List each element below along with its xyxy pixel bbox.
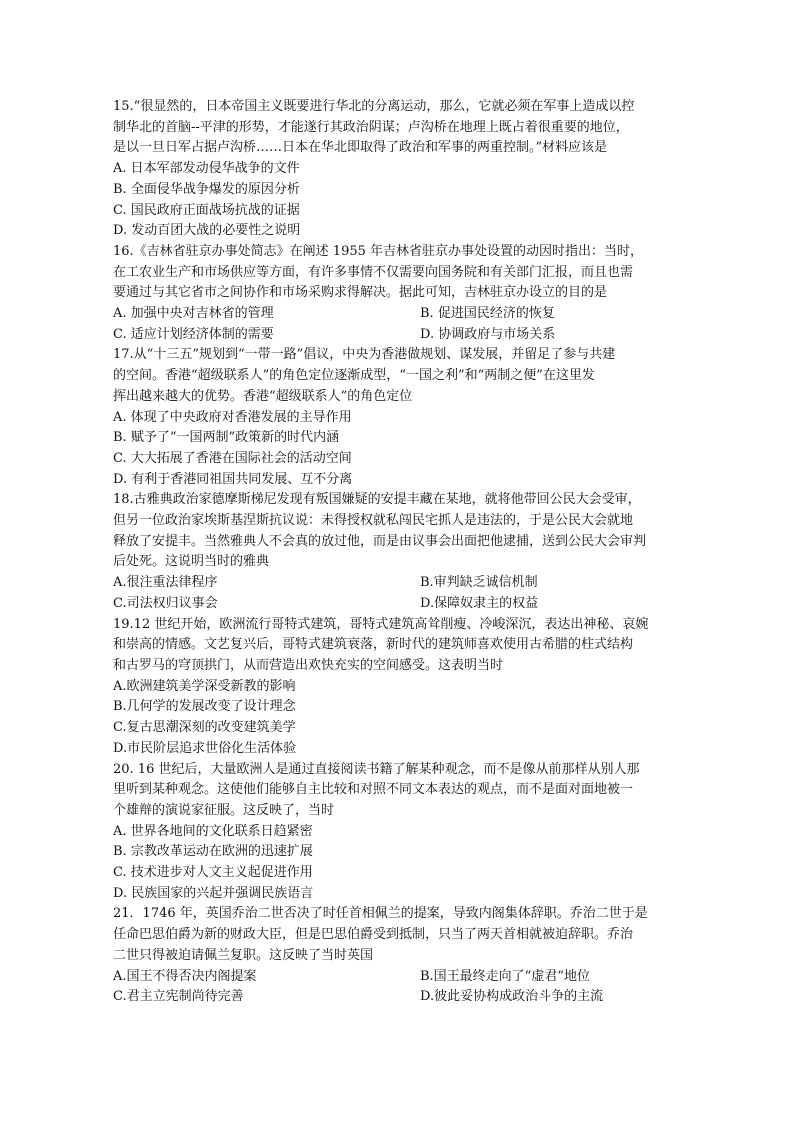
option-row xyxy=(113,325,658,346)
option-d: D. 协调政府与市场关系 xyxy=(420,326,556,342)
option-row xyxy=(113,594,658,615)
option-a: A.国王不得否决内阁提案 xyxy=(113,968,257,984)
question-stem xyxy=(113,615,658,677)
stem-line: 16.《吉林省驻京办事处简志》在阐述 1955 年吉林省驻京办事处设置的动因时指出：当时， xyxy=(113,243,644,259)
stem-line: 15.“很显然的，日本帝国主义既要进行华北的分离运动，那么，它就必须在军事上造成以控 xyxy=(113,99,635,114)
option-a: A. 世界各地间的文化联系日趋紧密 xyxy=(113,823,313,839)
stem-line: 后处死。这说明当时的雅典 xyxy=(113,554,270,570)
stem-line: 个雄辩的演说家征服。这反映了，当时 xyxy=(113,802,335,818)
question-stem xyxy=(113,760,658,822)
question-17 xyxy=(113,345,658,490)
stem-line: 17.从“十三五”规划到“一带一路”倡议，中央为香港做规划、谋发展，并留足了参与共建 xyxy=(113,347,616,363)
stem-line: 释放了安提丰。当然雅典人不会真的放过他，而是由议事会出面把他逮捕，送到公民大会审判 xyxy=(113,533,647,549)
option-c: C.君主立宪制尚待完善 xyxy=(113,989,244,1005)
option-c: C. 国民政府正面战场抗战的证据 xyxy=(113,202,300,218)
stem-line: 和崇高的情感。文艺复兴后，哥特式建筑衰落，新时代的建筑师喜欢使用古希腊的柱式结构 xyxy=(113,637,634,653)
option-d: D. 发动百团大战的必要性之说明 xyxy=(113,223,301,239)
option-b: B.几何学的发展改变了设计理念 xyxy=(113,699,296,715)
stem-line: 21．1746 年，英国乔治二世否决了时任首相佩兰的提案，导致内阁集体辞职。乔治二世于是 xyxy=(113,906,648,922)
option-c: C.司法权归议事会 xyxy=(113,595,218,611)
stem-line: 是以一旦日军占据卢沟桥……日本在华北即取得了政治和军事的两重控制。”材料应该是 xyxy=(113,140,608,156)
stem-line: 挥出越来越大的优势。香港“超级联系人”的角色定位 xyxy=(113,388,413,404)
option-b: B. 全面侵华战争爆发的原因分析 xyxy=(113,181,300,197)
stem-line: 要通过与其它省市之间协作和市场采购求得解决。据此可知，吉林驻京办设立的目的是 xyxy=(113,285,608,301)
option-row xyxy=(113,987,658,1008)
question-16 xyxy=(113,242,658,346)
option-c: C. 大大拓展了香港在国际社会的活动空间 xyxy=(113,450,352,466)
option-a: A. 加强中央对吉林省的管理 xyxy=(113,306,274,322)
option-a: A. 体现了中央政府对香港发展的主导作用 xyxy=(113,409,352,425)
stem-line: 在工农业生产和市场供应等方面，有许多事情不仅需要向国务院和有关部门汇报，而且也需 xyxy=(113,264,634,280)
option-a: A.欧洲建筑美学深受新教的影响 xyxy=(113,678,296,694)
option-d: D.彼此妥协构成政治斗争的主流 xyxy=(420,989,604,1005)
stem-line: 20. 16 世纪后，大量欧洲人是通过直接阅读书籍了解某种观念，而不是像从前那样从别人那 xyxy=(113,761,640,777)
option-b: B. 宗教改革运动在欧洲的迅速扩展 xyxy=(113,844,313,860)
question-stem xyxy=(113,97,658,159)
stem-line: 但另一位政治家埃斯基涅斯抗议说：未得授权就私闯民宅抓人是违法的，于是公民大会就地 xyxy=(113,513,634,529)
option-a: A.很注重法律程序 xyxy=(113,575,218,591)
option-d: D.市民阶层追求世俗化生活体验 xyxy=(113,740,297,756)
question-18 xyxy=(113,490,658,614)
stem-line: 的空间。香港“超级联系人”的角色定位逐渐成型，“一国之利”和“两制之便”在这里发 xyxy=(113,368,595,384)
option-d: D. 民族国家的兴起并强调民族语言 xyxy=(113,885,314,901)
question-15 xyxy=(113,97,658,242)
question-21 xyxy=(113,904,658,1008)
question-20 xyxy=(113,760,658,905)
stem-line: 和古罗马的穹顶拱门，从而营造出欢快充实的空间感受。这表明当时 xyxy=(113,657,504,673)
option-c: C. 技术进步对人文主义起促进作用 xyxy=(113,865,313,881)
option-row xyxy=(113,573,658,594)
option-row xyxy=(113,967,658,988)
option-d: D.保障奴隶主的权益 xyxy=(420,595,539,611)
question-stem xyxy=(113,904,658,966)
stem-line: 任命巴思伯爵为新的财政大臣，但是巴思伯爵受到抵制，只当了两天首相就被迫辞职。乔治 xyxy=(113,927,634,943)
option-b: B.国王最终走向了“虚君”地位 xyxy=(420,968,590,984)
stem-line: 里听到某种观念。这使他们能够自主比较和对照不同文本表达的观点，而不是面对面地被一 xyxy=(113,782,634,798)
question-list xyxy=(113,97,658,1008)
option-b: B. 促进国民经济的恢复 xyxy=(420,306,555,322)
stem-line: 19.12 世纪开始，欧洲流行哥特式建筑，哥特式建筑高耸削瘦、冷峻深沉，表达出神秘、哀婉 xyxy=(113,616,649,632)
option-c: C. 适应计划经济体制的需要 xyxy=(113,326,274,342)
option-b: B. 赋予了“一国两制”政策新的时代内涵 xyxy=(113,430,340,446)
stem-line: 制华北的首脑--平津的形势，才能遂行其政治阴谋；卢沟桥在地理上既占着很重要的地位， xyxy=(113,119,629,135)
option-row xyxy=(113,304,658,325)
option-c: C.复古思潮深刻的改变建筑美学 xyxy=(113,720,296,736)
option-d: D. 有利于香港同祖国共同发展、互不分离 xyxy=(113,471,353,487)
question-stem xyxy=(113,490,658,573)
stem-line: 二世只得被迫请佩兰复职。这反映了当时英国 xyxy=(113,947,374,963)
stem-line: 18.古雅典政治家德摩斯梯尼发现有叛国嫌疑的安提丰藏在某地，就将他带回公民大会受审， xyxy=(113,492,641,508)
question-stem xyxy=(113,345,658,407)
option-b: B.审判缺乏诚信机制 xyxy=(420,575,538,591)
question-stem xyxy=(113,242,658,304)
question-19 xyxy=(113,615,658,760)
option-a: A. 日本军部发动侵华战争的文件 xyxy=(113,161,300,177)
